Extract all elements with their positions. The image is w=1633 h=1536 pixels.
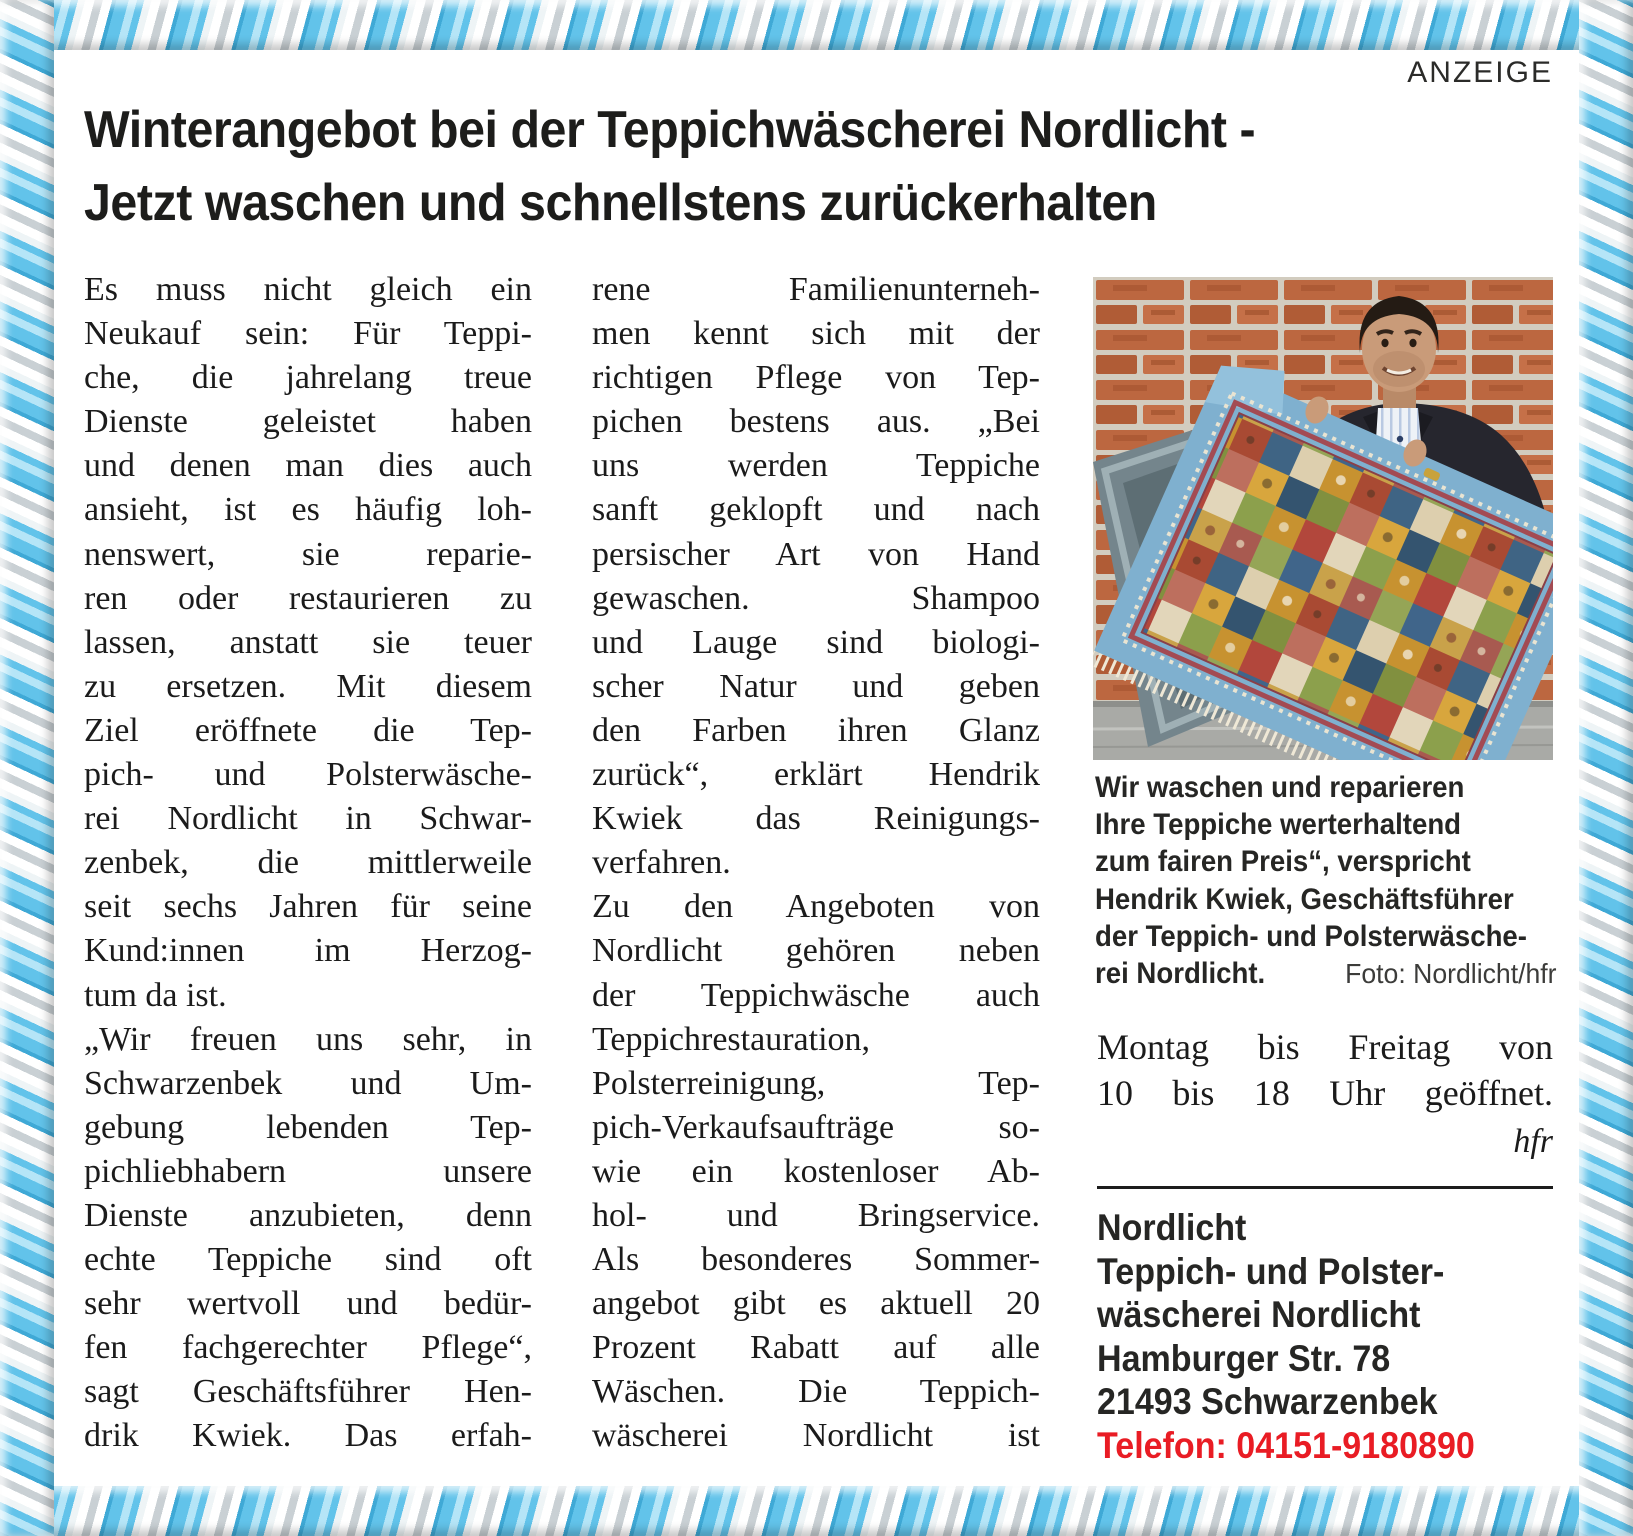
text-line: pich-Verkaufsaufträge so- — [592, 1108, 1040, 1146]
text-line: Montag bis Freitag von — [1097, 1027, 1553, 1067]
text-line: men kennt sich mit der — [592, 315, 1040, 353]
text-line: echte Teppiche sind oft — [84, 1241, 532, 1279]
text-line: angebot gibt es aktuell 20 — [592, 1285, 1040, 1323]
text-line: und denen man dies auch — [84, 447, 532, 485]
text-line: Kund:innen im Herzog- — [84, 932, 532, 970]
text-line: Schwarzenbek und Um- — [84, 1064, 532, 1102]
photo-caption-lines — [1095, 769, 1557, 955]
opening-hours — [1097, 1024, 1553, 1164]
text-line: rene Familienunterneh- — [592, 271, 1040, 308]
text-line: und Lauge sind biologi- — [592, 623, 1040, 661]
caption-line: Hendrik Kwiek, Geschäftsführer — [1095, 882, 1514, 916]
text-line: sehr wertvoll und bedür- — [84, 1285, 532, 1323]
byline-hfr: hfr — [1513, 1123, 1553, 1160]
caption-line: der Teppich- und Polsterwäsche- — [1095, 919, 1527, 953]
text-line: gewaschen. Shampoo — [592, 579, 1040, 617]
contact-line: 21493 Schwarzenbek — [1097, 1381, 1438, 1422]
text-line: drik Kwiek. Das erfah- — [84, 1417, 532, 1455]
text-line: zurück“, erklärt Hendrik — [592, 756, 1040, 794]
divider-rule — [1097, 1186, 1553, 1189]
headline-line-2: Jetzt waschen und schnellstens zurückerhalten — [84, 173, 1157, 232]
caption-line: zum fairen Preis“, verspricht — [1095, 845, 1471, 879]
rope-border-top — [46, 0, 1587, 50]
text-line: wäscherei Nordlicht ist — [592, 1417, 1040, 1455]
text-line: sagt Geschäftsführer Hen- — [84, 1373, 532, 1411]
text-line: Kwiek das Reinigungs- — [592, 800, 1040, 838]
text-line: nenswert, sie reparie- — [84, 535, 532, 573]
text-line: zenbek, die mittlerweile — [84, 844, 532, 882]
text-line: Zu den Angeboten von — [592, 888, 1040, 926]
anzeige-label: ANZEIGE — [1407, 56, 1553, 89]
text-line: Dienste anzubieten, denn — [84, 1196, 532, 1234]
text-line: Neukauf sein: Für Teppi- — [84, 315, 532, 353]
photo — [1093, 277, 1553, 760]
contact-line: Telefon: 04151-9180890 — [1097, 1424, 1475, 1466]
headline-line-1: Winterangebot bei der Teppichwäscherei Nordlicht - — [84, 101, 1256, 159]
opening-hours-lines — [1097, 1024, 1553, 1116]
text-line: tum da ist. — [84, 976, 227, 1014]
text-line: uns werden Teppiche — [592, 447, 1040, 485]
text-line: 10 bis 18 Uhr geöffnet. — [1097, 1073, 1553, 1113]
text-line: persischer Art von Hand — [592, 535, 1040, 573]
article-column-2 — [592, 268, 1040, 1459]
rope-border-bottom — [46, 1486, 1587, 1536]
text-line: hol- und Bringservice. — [592, 1196, 1040, 1234]
text-line: Ziel eröffnete die Tep- — [84, 711, 532, 749]
text-line: pichliebhabern unsere — [84, 1152, 532, 1190]
text-line: pichen bestens aus. „Bei — [592, 403, 1040, 441]
caption-last-row — [1095, 955, 1557, 992]
text-line: den Farben ihren Glanz — [592, 711, 1040, 749]
text-line: Wäschen. Die Teppich- — [592, 1373, 1040, 1411]
contact-line: Teppich- und Polster- — [1097, 1250, 1445, 1292]
text-line: Prozent Rabatt auf alle — [592, 1329, 1040, 1367]
text-line: der Teppichwäsche auch — [592, 976, 1040, 1014]
headline — [84, 94, 1343, 240]
text-line: gebung lebenden Tep- — [84, 1108, 532, 1146]
text-line: rei Nordlicht in Schwar- — [84, 800, 532, 838]
text-line: ansieht, ist es häufig loh- — [84, 491, 532, 529]
text-line: wie ein kostenloser Ab- — [592, 1152, 1040, 1190]
text-line: ren oder restaurieren zu — [84, 579, 532, 617]
caption-line: Ihre Teppiche werterhaltend — [1095, 808, 1462, 842]
text-line: sanft geklopft und nach — [592, 491, 1040, 529]
text-line: lassen, anstatt sie teuer — [84, 623, 532, 661]
text-line: Dienste geleistet haben — [84, 403, 532, 441]
text-line: „Wir freuen uns sehr, in — [84, 1020, 532, 1058]
article-column-1 — [84, 268, 532, 1459]
caption-line: Wir waschen und reparieren — [1095, 771, 1465, 804]
text-line: Es muss nicht gleich ein — [84, 271, 532, 308]
text-line: Teppichrestauration, — [592, 1020, 871, 1058]
text-line: verfahren. — [592, 844, 731, 882]
photo-credit: Foto: Nordlicht/hfr — [1345, 958, 1557, 990]
photo-caption — [1095, 769, 1557, 992]
rope-border-left — [0, 0, 54, 1536]
text-line: scher Natur und geben — [592, 667, 1040, 705]
contact-line: wäscherei Nordlicht — [1097, 1294, 1421, 1335]
rope-border-right — [1579, 0, 1633, 1536]
contact-line: Nordlicht — [1097, 1207, 1247, 1248]
caption-line: rei Nordlicht. — [1095, 957, 1266, 991]
text-line: che, die jahrelang treue — [84, 359, 532, 397]
text-line: Als besonderes Sommer- — [592, 1241, 1040, 1279]
text-line: seit sechs Jahren für seine — [84, 888, 532, 926]
text-line: Polsterreinigung, Tep- — [592, 1064, 1040, 1102]
text-line: pich- und Polsterwäsche- — [84, 756, 532, 794]
text-line: fen fachgerechter Pflege“, — [84, 1329, 532, 1367]
text-line: zu ersetzen. Mit diesem — [84, 667, 532, 705]
contact-block — [1097, 1206, 1567, 1467]
text-line: Nordlicht gehören neben — [592, 932, 1040, 970]
contact-line: Hamburger Str. 78 — [1097, 1337, 1391, 1379]
text-line: richtigen Pflege von Tep- — [592, 359, 1040, 397]
